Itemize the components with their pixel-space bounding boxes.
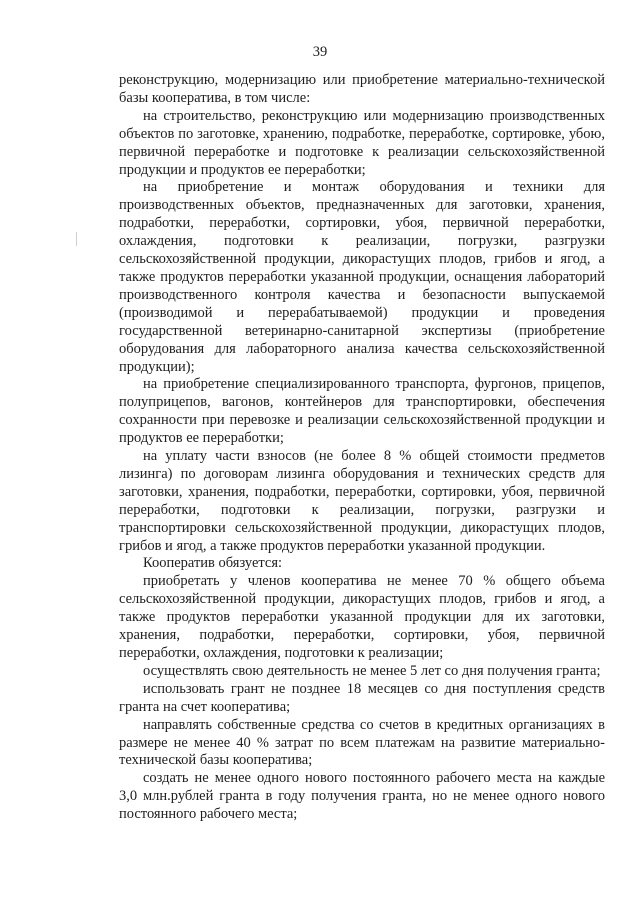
paragraph-obligation-grant-use: использовать грант не позднее 18 месяцев со дня поступления средств гранта на счет кооператива; <box>119 680 605 715</box>
body-text <box>119 72 605 824</box>
page-number: 39 <box>312 44 328 60</box>
paragraph-leasing: на уплату части взносов (не более 8 % общей стоимости предметов лизинга) по договорам лизинга оборудования и технических средств для заготовки, хранения, подработки, переработки, сортировки, убоя, первичной переработки, подготовки к реализации, погрузки, разгрузки и транспортировки сельскохозяйственной продукции, дикорастущих плодов, грибов и ягод, а также продуктов переработки указанной продукции. <box>119 448 605 554</box>
paragraph-obligations-heading: Кооператив обязуется: <box>143 555 283 572</box>
paragraph-equipment: на приобретение и монтаж оборудования и техники для производственных объектов, предназначенных для заготовки, хранения, подработки, переработки, сортировки, убоя, первичной переработки, охлаждения, подготовки к реализации, погрузки, разгрузки сельскохозяйственной продукции, дикорастущих плодов, грибов и ягод, а также продуктов переработки указанной продукции, оснащения лабораторий производственного контроля качества и безопасности выпускаемой (производимой и перерабатываемой) продукции и проведения государственной ветеринарно-санитарной экспертизы (приобретение оборудования для лабораторного анализа качества сельскохозяйственной продукции); <box>119 179 605 375</box>
paragraph-obligation-purchase: приобретать у членов кооператива не менее 70 % общего объема сельскохозяйственной продукции, дикорастущих плодов, грибов и ягод, а также продуктов переработки указанной продукции для их заготовки, хранения, подработки, переработки, сортировки, убоя, первичной переработки, охлаждения, подготовки к реализации; <box>119 573 605 661</box>
paragraph-obligation-jobs: создать не менее одного нового постоянного рабочего места на каждые 3,0 млн.рублей гранта в году получения гранта, но не менее одного нового постоянного рабочего места; <box>119 770 605 823</box>
paragraph-intro: реконструкцию, модернизацию или приобретение материально-технической базы кооператива, в том числе: <box>119 72 605 106</box>
paragraph-obligation-own-funds: направлять собственные средства со счетов в кредитных организациях в размере не менее 40 % затрат по всем платежам на развитие материально-технической базы кооператива; <box>119 716 605 769</box>
margin-mark <box>76 232 77 246</box>
paragraph-transport: на приобретение специализированного транспорта, фургонов, прицепов, полуприцепов, вагонов, контейнеров для транспортировки, обеспечения сохранности при перевозке и реализации сельскохозяйственной продукции и продуктов ее переработки; <box>119 376 605 447</box>
paragraph-obligation-activity: осуществлять свою деятельность не менее 5 лет со дня получения гранта; <box>143 662 601 679</box>
paragraph-construction: на строительство, реконструкцию или модернизацию производственных объектов по заготовке, хранению, подработке, переработке, сортировке, убою, первичной переработке и подготовке к реализации сельскохозяйственной продукции и продуктов ее переработки; <box>119 107 605 178</box>
